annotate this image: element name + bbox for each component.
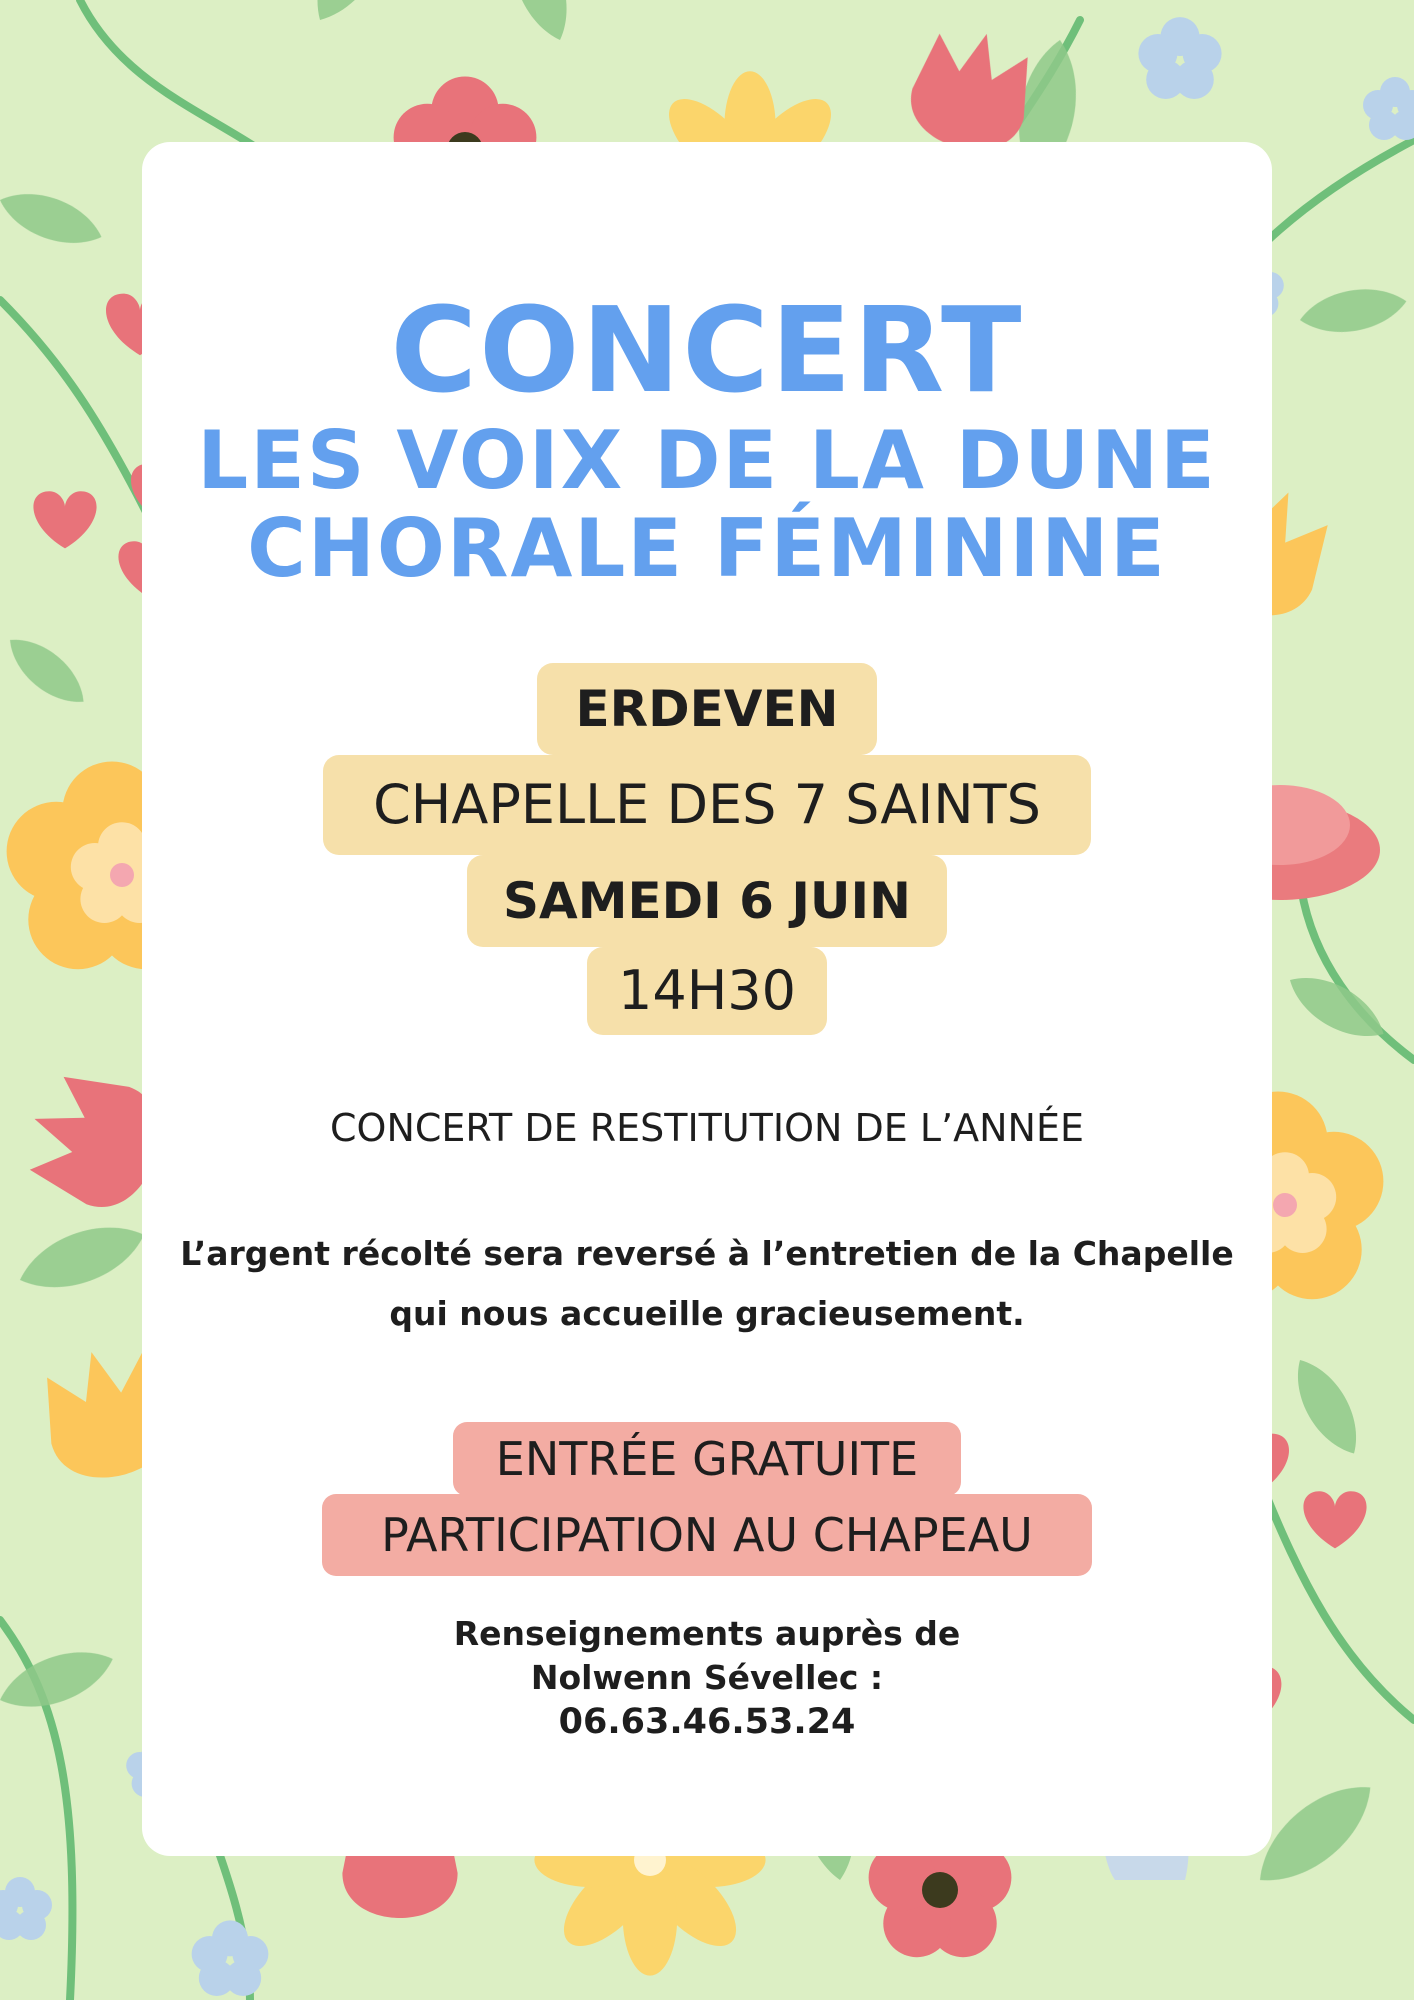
venue-label: CHAPELLE DES 7 SAINTS (323, 755, 1091, 855)
entry-badge: ENTRÉE GRATUITE (453, 1422, 961, 1496)
choir-type: CHORALE FÉMININE (247, 502, 1167, 595)
contact-name: Nolwenn Sévellec : (530, 1658, 884, 1697)
donation-note-line1: L’argent récolté sera reversé à l’entretien de la Chapelle (180, 1234, 1234, 1273)
town-label: ERDEVEN (537, 663, 877, 755)
choir-name: LES VOIX DE LA DUNE (197, 414, 1217, 507)
date-label: SAMEDI 6 JUIN (467, 855, 947, 947)
participation-badge: PARTICIPATION AU CHAPEAU (322, 1494, 1092, 1576)
contact-phone: 06.63.46.53.24 (558, 1702, 856, 1742)
contact-intro: Renseignements auprès de (453, 1614, 961, 1653)
time-label: 14H30 (587, 947, 827, 1035)
concert-title: CONCERT (390, 281, 1024, 419)
donation-note-line2: qui nous accueille gracieusement. (389, 1294, 1025, 1333)
concert-subtitle: CONCERT DE RESTITUTION DE L’ANNÉE (330, 1106, 1084, 1150)
